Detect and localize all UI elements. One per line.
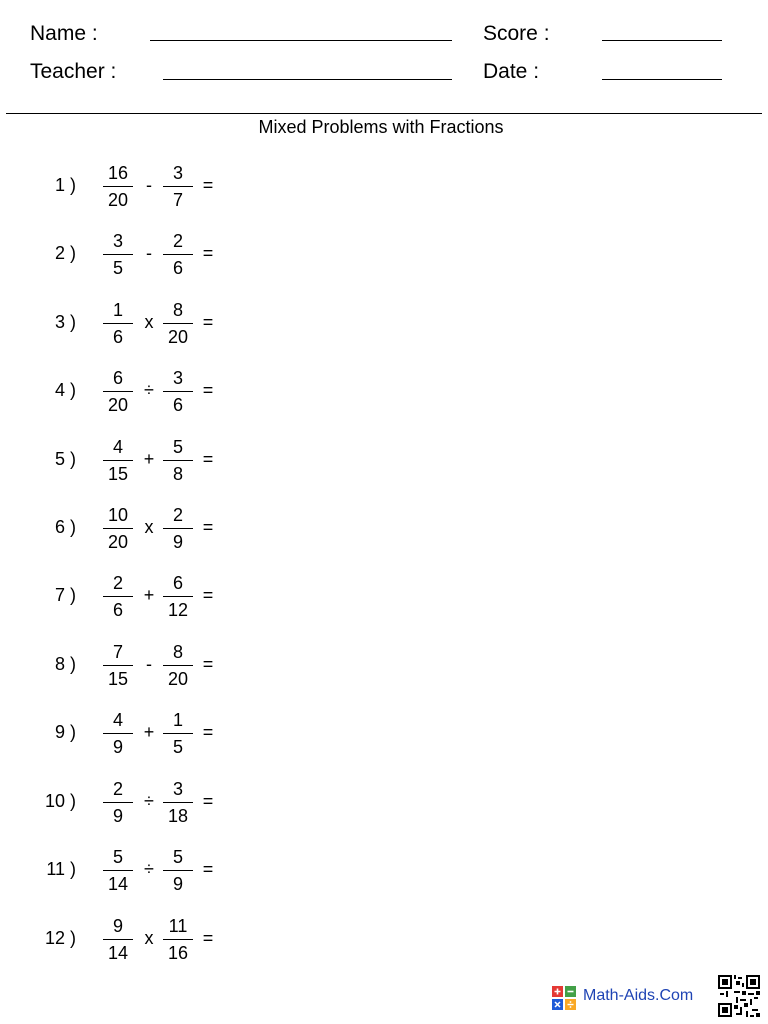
second-numerator: 8 bbox=[172, 642, 183, 662]
second-fraction bbox=[163, 709, 193, 758]
first-fraction bbox=[103, 162, 133, 211]
second-denominator: 9 bbox=[172, 874, 183, 894]
fraction-bar bbox=[103, 323, 133, 324]
teacher-field-line[interactable] bbox=[163, 79, 452, 80]
fraction-bar bbox=[103, 596, 133, 597]
second-fraction bbox=[163, 846, 193, 895]
problem-number: 4 ) bbox=[54, 380, 76, 400]
second-fraction bbox=[163, 915, 193, 964]
second-numerator: 5 bbox=[172, 437, 183, 457]
operator: - bbox=[146, 654, 152, 674]
first-fraction bbox=[103, 709, 133, 758]
problem-number: 3 ) bbox=[54, 312, 76, 332]
second-numerator: 8 bbox=[172, 300, 183, 320]
problem-row bbox=[0, 436, 260, 484]
second-fraction bbox=[163, 299, 193, 348]
fraction-bar bbox=[103, 186, 133, 187]
second-fraction bbox=[163, 572, 193, 621]
first-numerator: 10 bbox=[107, 505, 129, 525]
fraction-bar bbox=[163, 733, 193, 734]
fraction-bar bbox=[163, 460, 193, 461]
score-label: Score : bbox=[483, 22, 550, 45]
first-denominator: 20 bbox=[107, 532, 129, 552]
problem-number: 5 ) bbox=[54, 449, 76, 469]
equals-sign: = bbox=[202, 585, 214, 605]
first-numerator: 4 bbox=[112, 437, 123, 457]
problem-number: 10 ) bbox=[44, 791, 76, 811]
problem-row bbox=[0, 367, 260, 415]
operator: x bbox=[144, 928, 154, 948]
fraction-bar bbox=[103, 254, 133, 255]
problem-row bbox=[0, 230, 260, 278]
first-fraction bbox=[103, 915, 133, 964]
problem-number: 9 ) bbox=[54, 722, 76, 742]
first-numerator: 7 bbox=[112, 642, 123, 662]
second-numerator: 6 bbox=[172, 573, 183, 593]
first-fraction bbox=[103, 299, 133, 348]
problem-number: 2 ) bbox=[54, 243, 76, 263]
operator: x bbox=[144, 517, 154, 537]
fraction-bar bbox=[103, 665, 133, 666]
equals-sign: = bbox=[202, 859, 214, 879]
second-numerator: 3 bbox=[172, 163, 183, 183]
second-fraction bbox=[163, 367, 193, 416]
fraction-bar bbox=[163, 870, 193, 871]
operator: - bbox=[146, 175, 152, 195]
second-fraction bbox=[163, 778, 193, 827]
operator: + bbox=[143, 722, 155, 742]
second-numerator: 3 bbox=[172, 779, 183, 799]
equals-sign: = bbox=[202, 654, 214, 674]
fraction-bar bbox=[103, 528, 133, 529]
problem-row bbox=[0, 504, 260, 552]
first-numerator: 4 bbox=[112, 710, 123, 730]
operator: ÷ bbox=[144, 859, 154, 879]
teacher-label: Teacher : bbox=[30, 60, 117, 83]
first-denominator: 15 bbox=[107, 669, 129, 689]
second-denominator: 9 bbox=[172, 532, 183, 552]
second-denominator: 20 bbox=[167, 327, 189, 347]
first-fraction bbox=[103, 230, 133, 279]
fraction-bar bbox=[163, 665, 193, 666]
problem-row bbox=[0, 299, 260, 347]
first-denominator: 6 bbox=[112, 600, 123, 620]
qr-code-icon bbox=[718, 975, 760, 1017]
brand-link[interactable]: Math-Aids.Com bbox=[583, 987, 694, 1004]
equals-sign: = bbox=[202, 175, 214, 195]
problem-row bbox=[0, 915, 260, 963]
score-field-line[interactable] bbox=[602, 40, 722, 41]
second-numerator: 11 bbox=[168, 916, 188, 936]
second-fraction bbox=[163, 436, 193, 485]
problem-row bbox=[0, 709, 260, 757]
second-numerator: 1 bbox=[172, 710, 183, 730]
problem-number: 12 ) bbox=[44, 928, 76, 948]
first-denominator: 9 bbox=[112, 806, 123, 826]
equals-sign: = bbox=[202, 517, 214, 537]
date-field-line[interactable] bbox=[602, 79, 722, 80]
first-numerator: 1 bbox=[112, 300, 123, 320]
problem-number: 7 ) bbox=[54, 585, 76, 605]
second-denominator: 6 bbox=[172, 395, 183, 415]
operator: - bbox=[146, 243, 152, 263]
first-denominator: 20 bbox=[107, 190, 129, 210]
fraction-bar bbox=[163, 391, 193, 392]
equals-sign: = bbox=[202, 312, 214, 332]
problem-number: 11 ) bbox=[46, 859, 76, 879]
first-denominator: 14 bbox=[107, 943, 129, 963]
problem-row bbox=[0, 846, 260, 894]
first-fraction bbox=[103, 367, 133, 416]
fraction-bar bbox=[103, 460, 133, 461]
second-numerator: 3 bbox=[172, 368, 183, 388]
worksheet-title: Mixed Problems with Fractions bbox=[258, 117, 504, 137]
equals-sign: = bbox=[202, 791, 214, 811]
second-fraction bbox=[163, 504, 193, 553]
fraction-bar bbox=[163, 802, 193, 803]
fraction-bar bbox=[103, 733, 133, 734]
second-numerator: 2 bbox=[172, 505, 183, 525]
name-label: Name : bbox=[30, 22, 98, 45]
second-denominator: 7 bbox=[172, 190, 183, 210]
equals-sign: = bbox=[202, 243, 214, 263]
first-numerator: 16 bbox=[107, 163, 129, 183]
first-numerator: 5 bbox=[112, 847, 123, 867]
problem-number: 8 ) bbox=[54, 654, 76, 674]
problem-row bbox=[0, 641, 260, 689]
equals-sign: = bbox=[202, 449, 214, 469]
first-fraction bbox=[103, 778, 133, 827]
first-numerator: 6 bbox=[112, 368, 123, 388]
first-fraction bbox=[103, 846, 133, 895]
first-denominator: 5 bbox=[112, 258, 123, 278]
fraction-bar bbox=[103, 391, 133, 392]
date-label: Date : bbox=[483, 60, 540, 83]
second-denominator: 8 bbox=[172, 464, 183, 484]
second-numerator: 5 bbox=[172, 847, 183, 867]
name-field-line[interactable] bbox=[150, 40, 452, 41]
header-divider bbox=[6, 113, 762, 114]
first-numerator: 9 bbox=[112, 916, 123, 936]
operator: ÷ bbox=[144, 380, 154, 400]
equals-sign: = bbox=[202, 380, 214, 400]
fraction-bar bbox=[163, 939, 193, 940]
second-denominator: 18 bbox=[167, 806, 189, 826]
second-fraction bbox=[163, 230, 193, 279]
first-denominator: 20 bbox=[107, 395, 129, 415]
problem-number: 6 ) bbox=[54, 517, 76, 537]
first-denominator: 15 bbox=[107, 464, 129, 484]
problem-row bbox=[0, 162, 260, 210]
equals-sign: = bbox=[202, 722, 214, 742]
first-fraction bbox=[103, 572, 133, 621]
operator: + bbox=[143, 449, 155, 469]
first-numerator: 2 bbox=[112, 779, 123, 799]
second-denominator: 5 bbox=[172, 737, 183, 757]
operator: ÷ bbox=[144, 791, 154, 811]
first-numerator: 3 bbox=[112, 231, 123, 251]
first-denominator: 6 bbox=[112, 327, 123, 347]
second-denominator: 6 bbox=[172, 258, 183, 278]
fraction-bar bbox=[103, 939, 133, 940]
problem-number: 1 ) bbox=[54, 175, 76, 195]
second-fraction bbox=[163, 162, 193, 211]
first-fraction bbox=[103, 436, 133, 485]
second-denominator: 20 bbox=[167, 669, 189, 689]
first-fraction bbox=[103, 504, 133, 553]
fraction-bar bbox=[163, 528, 193, 529]
operator: x bbox=[144, 312, 154, 332]
second-denominator: 12 bbox=[167, 600, 189, 620]
problem-row bbox=[0, 778, 260, 826]
second-numerator: 2 bbox=[172, 231, 183, 251]
fraction-bar bbox=[103, 870, 133, 871]
fraction-bar bbox=[163, 323, 193, 324]
first-denominator: 9 bbox=[112, 737, 123, 757]
fraction-bar bbox=[163, 596, 193, 597]
first-numerator: 2 bbox=[112, 573, 123, 593]
first-fraction bbox=[103, 641, 133, 690]
fraction-bar bbox=[103, 802, 133, 803]
math-operations-logo-icon bbox=[552, 986, 576, 1010]
operator: + bbox=[143, 585, 155, 605]
fraction-bar bbox=[163, 186, 193, 187]
second-fraction bbox=[163, 641, 193, 690]
fraction-bar bbox=[163, 254, 193, 255]
second-denominator: 16 bbox=[167, 943, 189, 963]
first-denominator: 14 bbox=[107, 874, 129, 894]
problem-row bbox=[0, 572, 260, 620]
equals-sign: = bbox=[202, 928, 214, 948]
